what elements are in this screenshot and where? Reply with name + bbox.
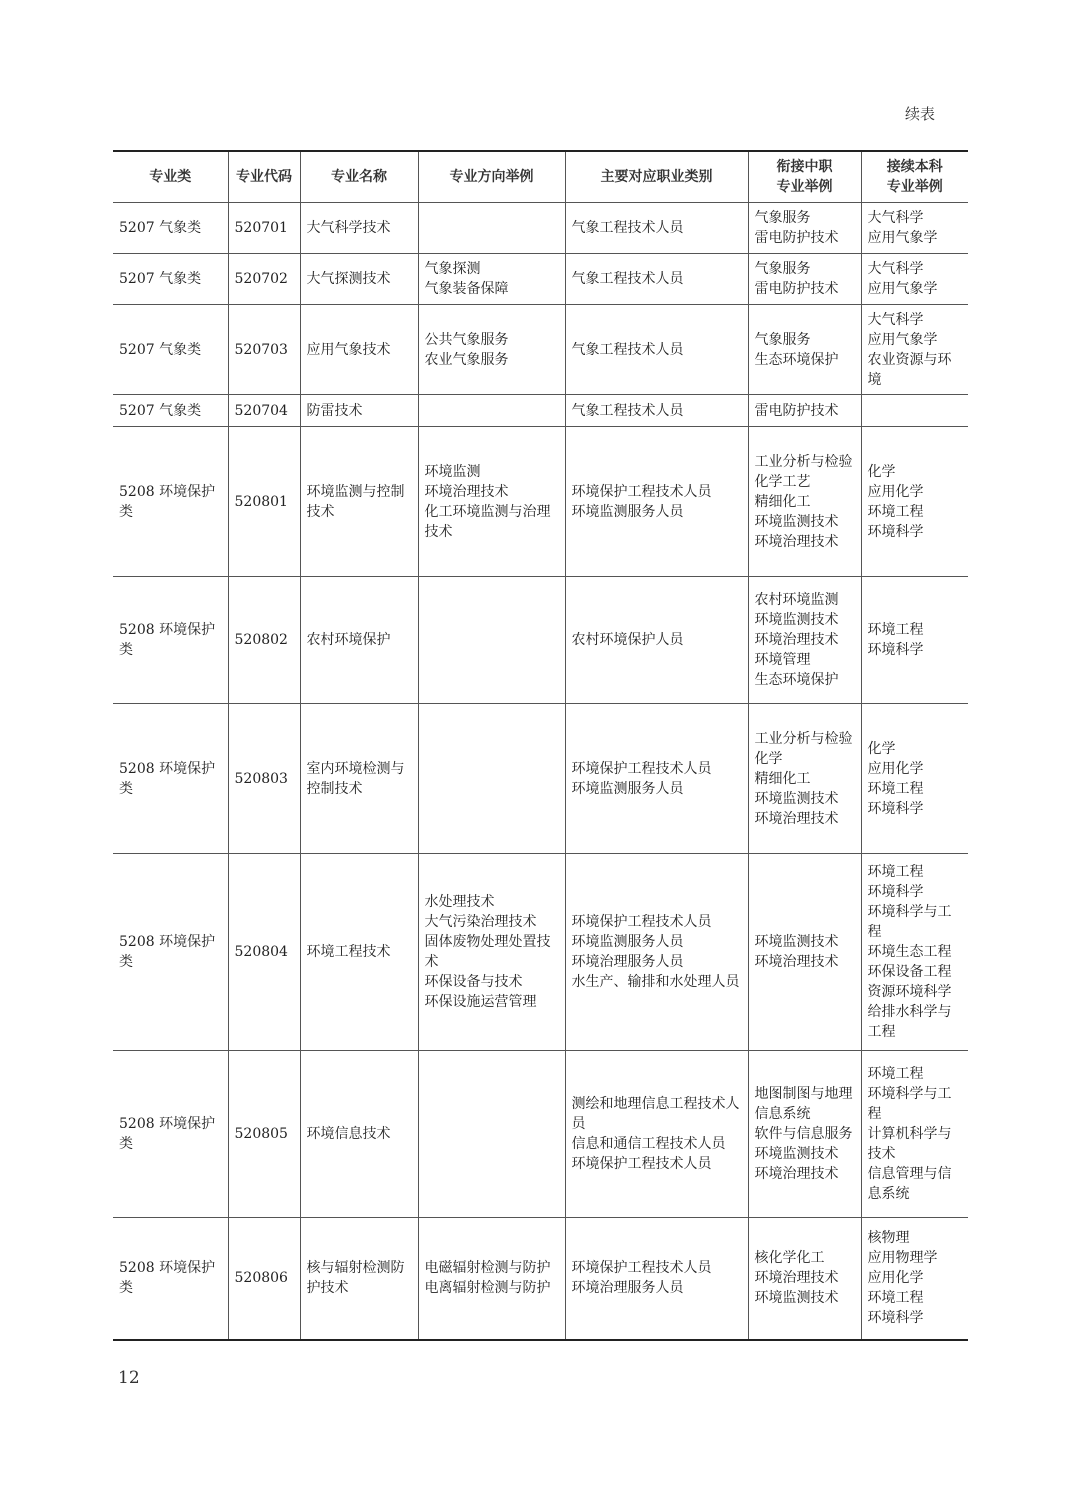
header-secondary: 衔接中职 专业举例 — [748, 151, 861, 203]
cell-category: 5207 气象类 — [113, 305, 228, 395]
cell-occupations: 环境保护工程技术人员 环境治理服务人员 — [565, 1218, 748, 1340]
cell-occupations: 环境保护工程技术人员 环境监测服务人员 — [565, 704, 748, 854]
cell-undergrad: 大气科学 应用气象学 农业资源与环境 — [861, 305, 968, 395]
cell-code: 520804 — [228, 854, 300, 1051]
cell-undergrad: 环境工程 环境科学 环境科学与工程 环境生态工程 环保设备工程 资源环境科学 给排水科学与工程 — [861, 854, 968, 1051]
cell-directions: 电磁辐射检测与防护 电离辐射检测与防护 — [418, 1218, 565, 1340]
header-name: 专业名称 — [300, 151, 418, 203]
cell-undergrad — [861, 395, 968, 427]
cell-directions: 公共气象服务 农业气象服务 — [418, 305, 565, 395]
cell-category: 5208 环境保护类 — [113, 854, 228, 1051]
header-undergrad: 接续本科 专业举例 — [861, 151, 968, 203]
cell-code: 520703 — [228, 305, 300, 395]
cell-code: 520701 — [228, 203, 300, 254]
cell-category: 5207 气象类 — [113, 395, 228, 427]
table-row — [113, 1218, 968, 1340]
cell-category: 5207 气象类 — [113, 254, 228, 305]
table-row — [113, 854, 968, 1051]
cell-category: 5208 环境保护类 — [113, 1218, 228, 1340]
cell-occupations: 测绘和地理信息工程技术人员 信息和通信工程技术人员 环境保护工程技术人员 — [565, 1051, 748, 1218]
cell-directions — [418, 395, 565, 427]
table-row — [113, 577, 968, 704]
table-row — [113, 254, 968, 305]
cell-undergrad: 大气科学 应用气象学 — [861, 203, 968, 254]
table-row — [113, 704, 968, 854]
cell-undergrad: 环境工程 环境科学 — [861, 577, 968, 704]
header-occupations: 主要对应职业类别 — [565, 151, 748, 203]
cell-secondary: 农村环境监测 环境监测技术 环境治理技术 环境管理 生态环境保护 — [748, 577, 861, 704]
cell-category: 5207 气象类 — [113, 203, 228, 254]
cell-code: 520803 — [228, 704, 300, 854]
cell-name: 防雷技术 — [300, 395, 418, 427]
cell-secondary: 气象服务 雷电防护技术 — [748, 254, 861, 305]
cell-name: 环境监测与控制技术 — [300, 427, 418, 577]
cell-name: 大气探测技术 — [300, 254, 418, 305]
cell-name: 环境信息技术 — [300, 1051, 418, 1218]
cell-occupations: 气象工程技术人员 — [565, 305, 748, 395]
cell-secondary: 工业分析与检验 化学工艺 精细化工 环境监测技术 环境治理技术 — [748, 427, 861, 577]
cell-code: 520802 — [228, 577, 300, 704]
cell-occupations: 环境保护工程技术人员 环境监测服务人员 — [565, 427, 748, 577]
cell-code: 520702 — [228, 254, 300, 305]
cell-category: 5208 环境保护类 — [113, 427, 228, 577]
cell-secondary: 环境监测技术 环境治理技术 — [748, 854, 861, 1051]
cell-code: 520704 — [228, 395, 300, 427]
cell-directions — [418, 704, 565, 854]
table-row — [113, 427, 968, 577]
table-row — [113, 203, 968, 254]
header-code: 专业代码 — [228, 151, 300, 203]
cell-name: 农村环境保护 — [300, 577, 418, 704]
cell-occupations: 环境保护工程技术人员 环境监测服务人员 环境治理服务人员 水生产、输排和水处理人员 — [565, 854, 748, 1051]
header-directions: 专业方向举例 — [418, 151, 565, 203]
cell-secondary: 气象服务 雷电防护技术 — [748, 203, 861, 254]
cell-occupations: 气象工程技术人员 — [565, 203, 748, 254]
cell-code: 520805 — [228, 1051, 300, 1218]
cell-occupations: 气象工程技术人员 — [565, 254, 748, 305]
cell-secondary: 气象服务 生态环境保护 — [748, 305, 861, 395]
cell-name: 大气科学技术 — [300, 203, 418, 254]
cell-occupations: 气象工程技术人员 — [565, 395, 748, 427]
cell-secondary: 工业分析与检验 化学 精细化工 环境监测技术 环境治理技术 — [748, 704, 861, 854]
cell-directions — [418, 577, 565, 704]
cell-directions: 水处理技术 大气污染治理技术 固体废物处理处置技术 环保设备与技术 环保设施运营管理 — [418, 854, 565, 1051]
cell-directions — [418, 1051, 565, 1218]
cell-directions: 气象探测 气象装备保障 — [418, 254, 565, 305]
page-number: 12 — [118, 1368, 140, 1388]
table-row — [113, 305, 968, 395]
cell-occupations: 农村环境保护人员 — [565, 577, 748, 704]
cell-name: 环境工程技术 — [300, 854, 418, 1051]
table-row — [113, 395, 968, 427]
header-category: 专业类 — [113, 151, 228, 203]
cell-directions: 环境监测 环境治理技术 化工环境监测与治理技术 — [418, 427, 565, 577]
cell-directions — [418, 203, 565, 254]
cell-undergrad: 化学 应用化学 环境工程 环境科学 — [861, 427, 968, 577]
continued-label: 续表 — [905, 105, 936, 123]
cell-category: 5208 环境保护类 — [113, 704, 228, 854]
cell-category: 5208 环境保护类 — [113, 577, 228, 704]
cell-secondary: 地图制图与地理信息系统 软件与信息服务 环境监测技术 环境治理技术 — [748, 1051, 861, 1218]
cell-undergrad: 化学 应用化学 环境工程 环境科学 — [861, 704, 968, 854]
cell-category: 5208 环境保护类 — [113, 1051, 228, 1218]
cell-secondary: 雷电防护技术 — [748, 395, 861, 427]
table-header-row — [113, 151, 968, 203]
cell-undergrad: 大气科学 应用气象学 — [861, 254, 968, 305]
cell-code: 520801 — [228, 427, 300, 577]
cell-name: 室内环境检测与控制技术 — [300, 704, 418, 854]
cell-secondary: 核化学化工 环境治理技术 环境监测技术 — [748, 1218, 861, 1340]
cell-name: 核与辐射检测防护技术 — [300, 1218, 418, 1340]
majors-table — [113, 150, 968, 1341]
cell-code: 520806 — [228, 1218, 300, 1340]
cell-undergrad: 核物理 应用物理学 应用化学 环境工程 环境科学 — [861, 1218, 968, 1340]
cell-undergrad: 环境工程 环境科学与工程 计算机科学与技术 信息管理与信息系统 — [861, 1051, 968, 1218]
table-row — [113, 1051, 968, 1218]
cell-name: 应用气象技术 — [300, 305, 418, 395]
